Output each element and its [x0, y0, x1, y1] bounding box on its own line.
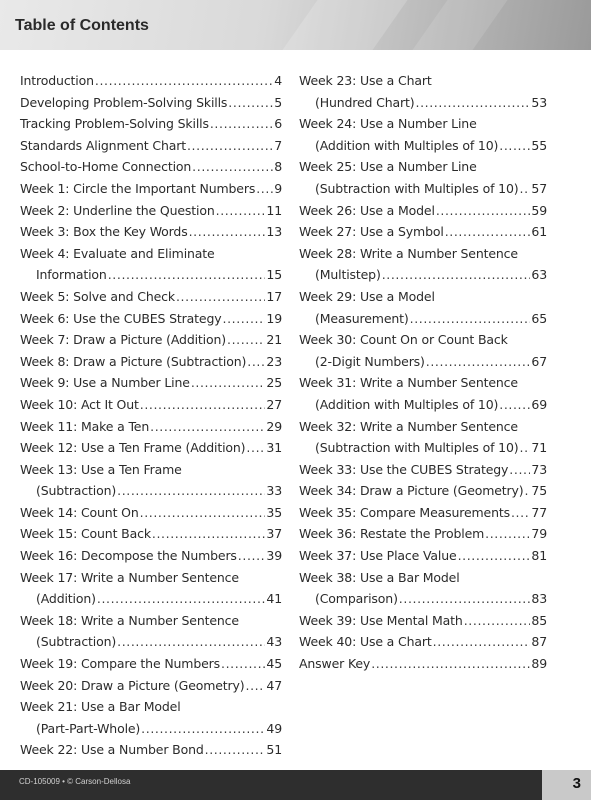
- toc-entry-title: Week 35: Compare Measurements: [299, 504, 510, 520]
- toc-entry-line: [299, 397, 547, 419]
- toc-entry: [299, 613, 547, 635]
- page-footer: [0, 770, 591, 800]
- dot-leader: [221, 656, 265, 671]
- toc-entry-subtitle: (Subtraction with Multiples of 10): [315, 440, 519, 456]
- toc-entry: [299, 526, 547, 548]
- dot-leader: [117, 483, 265, 498]
- toc-entry-line: [299, 289, 547, 311]
- dot-leader: [97, 591, 266, 606]
- toc-entry-title: Week 37: Use Place Value: [299, 548, 457, 564]
- toc-entry-line: [299, 246, 547, 268]
- toc-entry-subtitle: (Addition with Multiples of 10): [315, 137, 499, 153]
- toc-entry-line: [299, 440, 547, 462]
- toc-page-number: 55: [531, 137, 547, 153]
- dot-leader: [416, 95, 531, 110]
- toc-entry-title: Week 7: Draw a Picture (Addition): [20, 332, 226, 348]
- toc-entry-title: Week 21: Use a Bar Model: [20, 699, 181, 715]
- toc-entry-subtitle: (Hundred Chart): [315, 94, 415, 110]
- toc-entry-title: Standards Alignment Chart: [20, 137, 186, 153]
- toc-entry-line: [20, 721, 282, 743]
- dot-leader: [464, 613, 531, 628]
- toc-entry-title: Week 40: Use a Chart: [299, 634, 432, 650]
- dot-leader: [399, 591, 531, 606]
- dot-leader: [176, 289, 265, 304]
- toc-page-number: 61: [531, 224, 547, 240]
- toc-entry-line: [299, 354, 547, 376]
- toc-entry-line: [299, 181, 547, 203]
- toc-entry-line: [299, 375, 547, 397]
- toc-page-number: 8: [274, 159, 282, 175]
- toc-entry: [20, 289, 282, 311]
- toc-page-number: 25: [266, 375, 282, 391]
- page-number: 3: [572, 775, 581, 792]
- toc-entry-title: Week 5: Solve and Check: [20, 288, 175, 304]
- toc-page-number: 17: [266, 288, 282, 304]
- toc-entry-title: Week 2: Underline the Question: [20, 202, 215, 218]
- dot-leader: [223, 311, 266, 326]
- toc-entry-title: Week 38: Use a Bar Model: [299, 569, 460, 585]
- toc-entry-title: Week 16: Decompose the Numbers: [20, 548, 237, 564]
- toc-entry: [20, 656, 282, 678]
- toc-entry-title: Week 20: Draw a Picture (Geometry): [20, 677, 245, 693]
- toc-page-number: 75: [531, 483, 547, 499]
- dot-leader: [509, 462, 530, 477]
- toc-entry-subtitle: (Addition): [36, 591, 96, 607]
- toc-page-number: 5: [274, 94, 282, 110]
- toc-page-number: 89: [531, 656, 547, 672]
- toc-entry: [20, 311, 282, 333]
- toc-entry-title: Week 22: Use a Number Bond: [20, 742, 204, 758]
- dot-leader: [499, 138, 530, 153]
- dot-leader: [216, 203, 266, 218]
- toc-entry: [299, 548, 547, 570]
- toc-entry: [20, 73, 282, 95]
- toc-page-number: 63: [531, 267, 547, 283]
- toc-entry-subtitle: (Part-Part-Whole): [36, 720, 141, 736]
- header-decoration: [282, 0, 407, 50]
- dot-leader: [192, 159, 273, 174]
- toc-entry-title: Week 39: Use Mental Math: [299, 612, 463, 628]
- toc-page-number: 41: [266, 591, 282, 607]
- toc-entry-subtitle: (Multistep): [315, 267, 381, 283]
- toc-page-number: 31: [266, 440, 282, 456]
- toc-entry: [20, 440, 282, 462]
- toc-entry: [20, 526, 282, 548]
- page-number-box: [542, 770, 591, 800]
- toc-entry-subtitle: (Comparison): [315, 591, 398, 607]
- toc-entry: [20, 505, 282, 527]
- toc-page-number: 51: [266, 742, 282, 758]
- dot-leader: [436, 203, 531, 218]
- toc-page-number: 77: [531, 504, 547, 520]
- toc-page-number: 11: [266, 202, 282, 218]
- toc-entry-line: [299, 419, 547, 441]
- dot-leader: [227, 332, 265, 347]
- toc-page-number: 69: [531, 396, 547, 412]
- toc-left-column: [20, 73, 282, 764]
- toc-entry: [20, 95, 282, 117]
- toc-entry-line: [20, 462, 282, 484]
- toc-entry: [20, 224, 282, 246]
- toc-entry-title: Week 19: Compare the Numbers: [20, 656, 220, 672]
- toc-page-number: 45: [266, 656, 282, 672]
- toc-entry-line: [299, 95, 547, 117]
- toc-entry-title: Week 12: Use a Ten Frame (Addition): [20, 440, 246, 456]
- toc-entry: [299, 462, 547, 484]
- toc-entry: [20, 332, 282, 354]
- toc-entry-title: Introduction: [20, 73, 94, 88]
- toc-entry-line: [20, 246, 282, 268]
- toc-page-number: 27: [266, 396, 282, 412]
- dot-leader: [187, 138, 273, 153]
- toc-entry: [20, 116, 282, 138]
- toc-right-column: [299, 73, 547, 678]
- toc-entry-line: [299, 116, 547, 138]
- toc-entry-line: [299, 591, 547, 613]
- dot-leader: [382, 267, 531, 282]
- dot-leader: [458, 548, 531, 563]
- toc-entry-title: Week 17: Write a Number Sentence: [20, 569, 239, 585]
- toc-entry-title: Week 29: Use a Model: [299, 288, 435, 304]
- toc-page-number: 71: [531, 440, 547, 456]
- toc-entry-title: Week 32: Write a Number Sentence: [299, 418, 518, 434]
- toc-page-number: 29: [266, 418, 282, 434]
- toc-entry-title: Week 24: Use a Number Line: [299, 116, 477, 132]
- dot-leader: [140, 397, 266, 412]
- page-title: Table of Contents: [15, 17, 149, 34]
- dot-leader: [256, 181, 273, 196]
- toc-entry-subtitle: (Measurement): [315, 310, 409, 326]
- toc-entry-title: Week 30: Count On or Count Back: [299, 332, 508, 348]
- toc-page-number: 35: [266, 504, 282, 520]
- dot-leader: [189, 224, 266, 239]
- toc-entry-line: [299, 570, 547, 592]
- toc-entry: [20, 678, 282, 700]
- dot-leader: [426, 354, 531, 369]
- toc-page-number: 21: [266, 332, 282, 348]
- dot-leader: [485, 526, 530, 541]
- toc-entry-title: Week 1: Circle the Important Numbers: [20, 180, 256, 196]
- toc-page-number: 33: [266, 483, 282, 499]
- toc-entry-title: Week 25: Use a Number Line: [299, 159, 477, 175]
- toc-entry-line: [299, 73, 547, 95]
- toc-entry-title: Week 18: Write a Number Sentence: [20, 612, 239, 628]
- toc-entry-title: Week 14: Count On: [20, 504, 139, 520]
- dot-leader: [191, 375, 266, 390]
- dot-leader: [246, 440, 265, 455]
- dot-leader: [108, 267, 266, 282]
- dot-leader: [511, 505, 530, 520]
- toc-entry-line: [20, 634, 282, 656]
- toc-entry-title: Week 28: Write a Number Sentence: [299, 245, 518, 261]
- toc-page-number: 65: [531, 310, 547, 326]
- dot-leader: [247, 354, 265, 369]
- toc-page-number: 23: [266, 353, 282, 369]
- toc-entry-title: Week 13: Use a Ten Frame: [20, 461, 182, 477]
- toc-entry-subtitle: Information: [36, 267, 107, 283]
- toc-entry: [299, 224, 547, 246]
- toc-entry-title: Week 10: Act It Out: [20, 396, 139, 412]
- dot-leader: [95, 73, 273, 88]
- toc-entry-line: [20, 267, 282, 289]
- toc-page-number: 39: [266, 548, 282, 564]
- toc-page-number: 15: [266, 267, 282, 283]
- toc-entry: [20, 354, 282, 376]
- toc-entry-subtitle: (Subtraction with Multiples of 10): [315, 180, 519, 196]
- dot-leader: [445, 224, 531, 239]
- toc-page-number: 19: [266, 310, 282, 326]
- dot-leader: [520, 440, 531, 455]
- toc-entry-title: School-to-Home Connection: [20, 159, 192, 175]
- toc-page-number: 9: [274, 180, 282, 196]
- dot-leader: [150, 419, 265, 434]
- toc-entry-subtitle: (2-Digit Numbers): [315, 353, 425, 369]
- toc-page-number: 37: [266, 526, 282, 542]
- dot-leader: [433, 634, 531, 649]
- header-decoration: [412, 0, 507, 50]
- dot-leader: [499, 397, 530, 412]
- toc-entry-line: [299, 159, 547, 181]
- toc-entry-subtitle: (Addition with Multiples of 10): [315, 396, 499, 412]
- dot-leader: [152, 526, 265, 541]
- toc-entry-line: [20, 483, 282, 505]
- toc-entry-title: Week 34: Draw a Picture (Geometry): [299, 483, 524, 499]
- toc-page-number: 81: [531, 548, 547, 564]
- dot-leader: [141, 721, 265, 736]
- dot-leader: [520, 181, 531, 196]
- dot-leader: [238, 548, 266, 563]
- toc-entry-title: Week 8: Draw a Picture (Subtraction): [20, 353, 247, 369]
- toc-entry-title: Week 26: Use a Model: [299, 202, 435, 218]
- toc-entry: [20, 203, 282, 225]
- toc-entry: [20, 138, 282, 160]
- toc-page-number: 53: [531, 94, 547, 110]
- toc-page-number: 43: [266, 634, 282, 650]
- dot-leader: [410, 311, 531, 326]
- toc-page-number: 57: [531, 180, 547, 196]
- toc-entry-line: [20, 699, 282, 721]
- toc-entry-title: Developing Problem-Solving Skills: [20, 94, 228, 110]
- toc-entry: [20, 397, 282, 419]
- toc-entry-title: Tracking Problem-Solving Skills: [20, 116, 209, 132]
- toc-entry-title: Week 6: Use the CUBES Strategy: [20, 310, 222, 326]
- toc-page-number: 7: [274, 137, 282, 153]
- toc-entry-title: Week 4: Evaluate and Eliminate: [20, 245, 215, 261]
- toc-entry-title: Answer Key: [299, 656, 371, 672]
- toc-entry-title: Week 15: Count Back: [20, 526, 151, 542]
- toc-entry-line: [299, 332, 547, 354]
- toc-entry: [20, 375, 282, 397]
- toc-page-number: 73: [531, 461, 547, 477]
- copyright-text: CD-105009 • © Carson-Dellosa: [19, 777, 131, 786]
- toc-entry-title: Week 11: Make a Ten: [20, 418, 150, 434]
- toc-entry-title: Week 33: Use the CUBES Strategy: [299, 461, 509, 477]
- toc-entry-line: [299, 267, 547, 289]
- toc-entry: [20, 159, 282, 181]
- toc-page-number: 49: [266, 720, 282, 736]
- dot-leader: [117, 634, 265, 649]
- toc-page-number: 13: [266, 224, 282, 240]
- page-header: [0, 0, 591, 50]
- toc-entry: [20, 548, 282, 570]
- toc-entry-title: Week 23: Use a Chart: [299, 73, 432, 88]
- toc-entry-line: [299, 138, 547, 160]
- toc-entry-title: Week 3: Box the Key Words: [20, 224, 188, 240]
- dot-leader: [371, 656, 530, 671]
- toc-entry-line: [20, 570, 282, 592]
- toc-page-number: 79: [531, 526, 547, 542]
- dot-leader: [525, 483, 531, 498]
- toc-entry-title: Week 9: Use a Number Line: [20, 375, 190, 391]
- toc-page-number: 59: [531, 202, 547, 218]
- toc-entry-title: Week 27: Use a Symbol: [299, 224, 444, 240]
- toc-entry: [20, 742, 282, 764]
- toc-entry-line: [20, 591, 282, 613]
- toc-entry: [299, 505, 547, 527]
- toc-page-number: 83: [531, 591, 547, 607]
- toc-page-number: 67: [531, 353, 547, 369]
- toc-page-number: 47: [266, 677, 282, 693]
- toc-entry-title: Week 31: Write a Number Sentence: [299, 375, 518, 391]
- toc-entry: [299, 634, 547, 656]
- dot-leader: [246, 678, 266, 693]
- toc-page-number: 87: [531, 634, 547, 650]
- toc-entry: [299, 656, 547, 678]
- toc-entry-title: Week 36: Restate the Problem: [299, 526, 485, 542]
- toc-page-number: 85: [531, 612, 547, 628]
- dot-leader: [228, 95, 273, 110]
- toc-entry-line: [299, 311, 547, 333]
- toc-entry: [20, 181, 282, 203]
- toc-entry: [299, 203, 547, 225]
- toc-entry: [20, 419, 282, 441]
- toc-page-number: 6: [274, 116, 282, 132]
- toc-entry: [299, 483, 547, 505]
- dot-leader: [210, 116, 273, 131]
- toc-page-number: 4: [274, 73, 282, 88]
- toc-entry-line: [20, 613, 282, 635]
- toc-entry-subtitle: (Subtraction): [36, 634, 117, 650]
- toc-entry-subtitle: (Subtraction): [36, 483, 117, 499]
- dot-leader: [205, 742, 266, 757]
- dot-leader: [140, 505, 266, 520]
